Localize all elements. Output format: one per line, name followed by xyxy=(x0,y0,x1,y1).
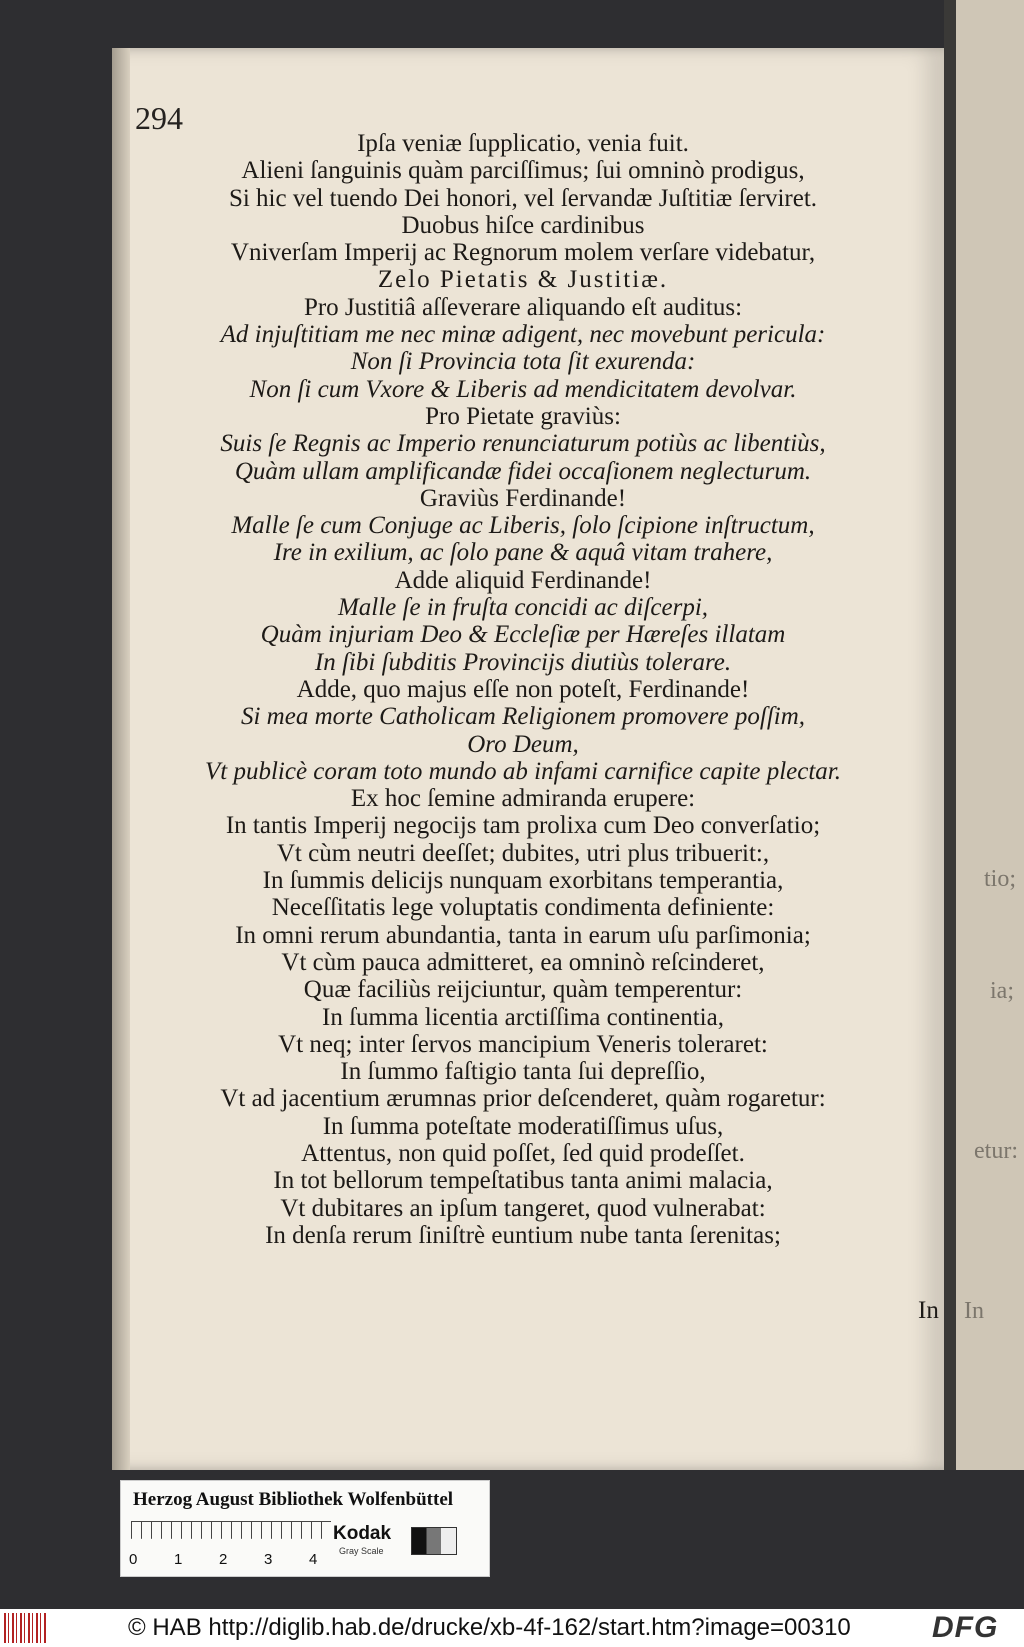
text-line: Pro Justitiâ aſſeverare aliquando eſt auditus: xyxy=(303,293,743,321)
text-line: Non ſi cum Vxore & Liberis ad mendicitatem devolvar. xyxy=(249,375,797,403)
barcode-icon xyxy=(4,1613,46,1643)
text-line: In tot bellorum tempeſtatibus tanta animi malacia, xyxy=(273,1167,773,1195)
text-line: In ſumma poteſtate moderatiſſimus uſus, xyxy=(322,1112,724,1140)
color-scale-card xyxy=(120,1480,490,1577)
gray-swatches xyxy=(411,1527,457,1555)
text-line: Attentus, non quid poſſet, ſed quid prodeſſet. xyxy=(301,1139,745,1167)
footer-bar xyxy=(0,1609,1024,1647)
facing-page-fragment: tio; xyxy=(984,866,1017,892)
gray-scale-label: Gray Scale xyxy=(339,1546,384,1556)
footer-credit: © HAB http://diglib.hab.de/drucke/xb-4f-162/start.htm?image=00310 xyxy=(128,1614,851,1641)
text-line: In ſumma licentia arctiſſima continentia, xyxy=(322,1003,724,1031)
text-line: Adde aliquid Ferdinande! xyxy=(394,566,652,594)
text-line: Adde, quo majus eſſe non poteſt, Ferdinande! xyxy=(296,675,750,703)
text-line: Quàm ullam amplificandæ fidei occaſionem neglecturum. xyxy=(234,457,812,485)
text-line: Vt cùm neutri deeſſet; dubites, utri plus tribuerit:, xyxy=(276,839,770,867)
text-line: Alieni ſanguinis quàm parciſſimus; ſui omninò prodigus, xyxy=(241,157,805,185)
ruler-number: 3 xyxy=(264,1551,273,1568)
text-line: Vt neq; inter ſervos mancipium Veneris toleraret: xyxy=(278,1030,768,1058)
text-line: Vniverſam Imperij ac Regnorum molem verſare videbatur, xyxy=(230,239,816,267)
facing-page-fragment: etur: xyxy=(974,1138,1018,1164)
text-line: In denſa rerum ſiniſtrè euntium nube tanta ſerenitas; xyxy=(265,1221,781,1249)
text-line: In omni rerum abundantia, tanta in earum uſu parſimonia; xyxy=(235,921,811,949)
text-line: Graviùs Ferdinande! xyxy=(419,484,627,512)
text-line: Suis ſe Regnis ac Imperio renunciaturum potiùs ac libentiùs, xyxy=(220,430,826,458)
text-line: Non ſi Provincia tota ſit exurenda: xyxy=(350,348,696,376)
text-line: Vt dubitares an ipſum tangeret, quod vulnerabat: xyxy=(280,1194,766,1222)
kodak-logo: Kodak xyxy=(333,1523,392,1544)
text-line: In ſummo faſtigio tanta ſui depreſſio, xyxy=(340,1058,706,1086)
text-line: Vt publicè coram toto mundo ab infami carnifice capite plectar. xyxy=(205,757,841,785)
text-line: In tantis Imperij negocijs tam prolixa cum Deo converſatio; xyxy=(225,812,821,840)
text-line: In ſummis delicijs nunquam exorbitans temperantia, xyxy=(262,867,784,895)
text-line: Si mea morte Catholicam Religionem promovere poſſim, xyxy=(240,703,806,731)
text-line: Ex hoc ſemine admiranda erupere: xyxy=(350,785,696,813)
text-line: Ad injuſtitiam me nec minæ adigent, nec movebunt pericula: xyxy=(220,321,826,349)
ruler-number: 2 xyxy=(219,1551,228,1568)
text-line: Oro Deum, xyxy=(467,730,579,758)
text-line: Malle ſe cum Conjuge ac Liberis, ſolo ſcipione inſtructum, xyxy=(231,512,815,540)
ruler-number: 1 xyxy=(174,1551,183,1568)
text-line: Si hic vel tuendo Dei honori, vel ſervandæ Juſtitiæ ſerviret. xyxy=(228,184,818,212)
text-line: In ſibi ſubditis Provincijs diutiùs tolerare. xyxy=(314,648,732,676)
page-number: 294 xyxy=(135,100,183,136)
library-name: Herzog August Bibliothek Wolfenbüttel xyxy=(133,1489,454,1510)
text-line: Ipſa veniæ ſupplicatio, venia fuit. xyxy=(357,130,689,157)
text-line: Malle ſe in fruſta concidi ac diſcerpi, xyxy=(337,594,709,622)
facing-page-fragment: ia; xyxy=(990,978,1014,1004)
ruler-number: 0 xyxy=(129,1551,138,1568)
text-line: Ire in exilium, ac ſolo pane & aquâ vitam trahere, xyxy=(273,539,773,567)
text-line: Quæ faciliùs reijciuntur, quàm temperentur: xyxy=(303,976,743,1004)
ruler-scale xyxy=(131,1521,331,1550)
facing-page-edge xyxy=(944,0,1024,1470)
text-line: Duobus hiſce cardinibus xyxy=(401,211,645,239)
text-line: Vt ad jacentium ærumnas prior deſcenderet, quàm rogaretur: xyxy=(220,1085,826,1113)
text-line: Pro Pietate graviùs: xyxy=(425,402,621,430)
facing-page-fragment: In xyxy=(964,1298,984,1324)
text-line: Quàm injuriam Deo & Eccleſiæ per Hæreſes illatam xyxy=(260,621,786,649)
page-body-text xyxy=(118,130,928,1249)
text-line: Zelo Pietatis & Justitiæ. xyxy=(377,266,669,294)
dfg-logo: DFG xyxy=(932,1611,999,1644)
ruler-number: 4 xyxy=(309,1551,318,1568)
catchword: In xyxy=(918,1297,939,1324)
text-line: Vt cùm pauca admitteret, ea omninò reſcinderet, xyxy=(281,948,765,976)
text-line: Neceſſitatis lege voluptatis condimenta definiente: xyxy=(271,894,775,922)
